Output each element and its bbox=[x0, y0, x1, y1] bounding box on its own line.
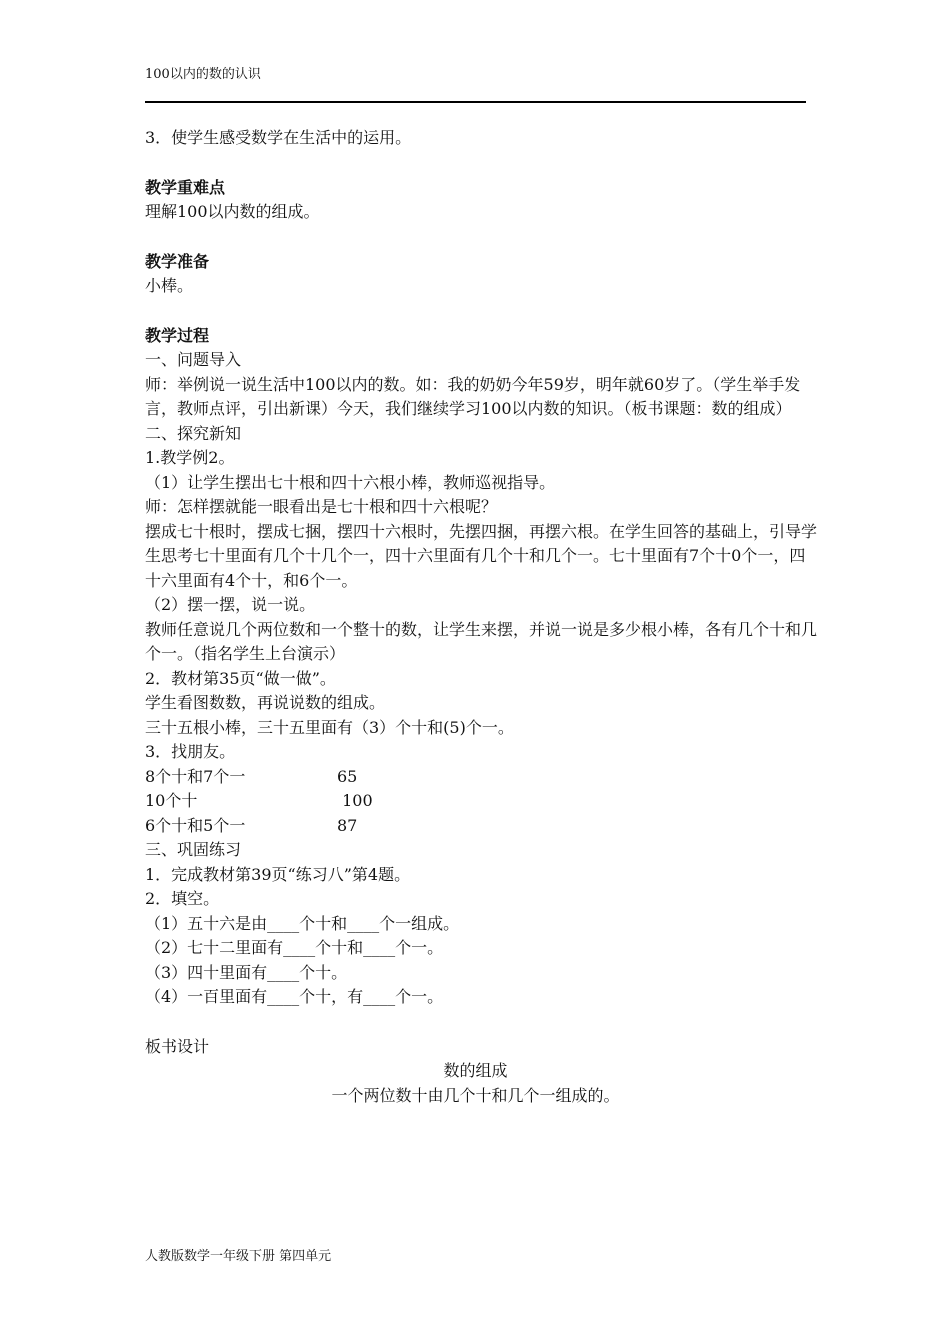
board-title: 数的组成 bbox=[443, 1061, 508, 1080]
spacer bbox=[145, 299, 820, 324]
process-line: 二、探究新知 bbox=[145, 423, 242, 443]
process-heading: 教学过程 bbox=[145, 325, 210, 345]
key-points-text: 理解100以内数的组成。 bbox=[145, 202, 320, 221]
process-line: 1.教学例2。 bbox=[145, 448, 235, 467]
matching-right: 65 bbox=[337, 766, 358, 786]
practice-line: 1．完成教材第39页“练习八”第4题。 bbox=[145, 864, 411, 884]
document-body bbox=[145, 126, 820, 1108]
process-line: 三十五根小棒，三十五里面有（3）个十和(5)个一。 bbox=[145, 717, 514, 737]
matching-right: 87 bbox=[337, 815, 358, 835]
page-footer: 人教版数学一年级下册 第四单元 bbox=[145, 1249, 332, 1264]
matching-right: 100 bbox=[337, 791, 373, 810]
header-divider bbox=[145, 101, 806, 103]
page-header: 100以内的数的认识 bbox=[145, 67, 261, 82]
spacer bbox=[145, 1010, 820, 1035]
board-design-heading: 板书设计 bbox=[145, 1036, 210, 1056]
matching-pair bbox=[145, 814, 820, 839]
practice-line: （4）一百里面有____个十，有____个一。 bbox=[145, 987, 444, 1006]
spacer bbox=[145, 151, 820, 176]
process-line: 教师任意说几个两位数和一个整十的数，让学生来摆，并说一说是多少根小棒，各有几个十和几个一。（指名学生上台演示） bbox=[145, 619, 818, 663]
preparation-text: 小棒。 bbox=[145, 276, 194, 295]
spacer bbox=[145, 225, 820, 250]
practice-line: 三、巩固练习 bbox=[145, 840, 242, 859]
goal-3: 3．使学生感受数学在生活中的运用。 bbox=[145, 128, 412, 147]
matching-pair bbox=[145, 765, 820, 790]
preparation-heading: 教学准备 bbox=[145, 251, 210, 271]
process-line: 学生看图数数，再说说数的组成。 bbox=[145, 693, 386, 712]
process-line: 一、问题导入 bbox=[145, 350, 242, 369]
matching-left: 10个十 bbox=[145, 791, 198, 810]
practice-line: （3）四十里面有____个十。 bbox=[145, 962, 348, 982]
key-points-heading: 教学重难点 bbox=[145, 177, 226, 197]
matching-pair bbox=[145, 789, 820, 814]
process-line: （1）让学生摆出七十根和四十六根小棒，教师巡视指导。 bbox=[145, 472, 556, 492]
process-line: 3．找朋友。 bbox=[145, 742, 236, 761]
process-line: （2）摆一摆，说一说。 bbox=[145, 595, 316, 614]
process-line: 摆成七十根时，摆成七捆，摆四十六根时，先摆四捆，再摆六根。在学生回答的基础上，引导学生思考七十里面有几个十几个一，四十六里面有几个十和几个一。七十里面有7个十0个一，四十六里面有4个十，和6个一。 bbox=[145, 521, 818, 590]
matching-left: 8个十和7个一 bbox=[145, 766, 246, 786]
practice-line: 2．填空。 bbox=[145, 889, 220, 908]
process-line: 师：怎样摆就能一眼看出是七十根和四十六根呢？ bbox=[145, 497, 498, 516]
practice-line: （1）五十六是由____个十和____个一组成。 bbox=[145, 913, 460, 933]
practice-line: （2）七十二里面有____个十和____个一。 bbox=[145, 938, 444, 957]
board-summary: 一个两位数十由几个十和几个一组成的。 bbox=[331, 1085, 620, 1105]
process-line: 2．教材第35页“做一做”。 bbox=[145, 668, 336, 688]
process-line: 师：举例说一说生活中100以内的数。如：我的奶奶今年59岁，明年就60岁了。（学生举手发言，教师点评，引出新课）今天，我们继续学习100以内数的知识。（板书课题：数的组成） bbox=[145, 374, 801, 418]
matching-left: 6个十和5个一 bbox=[145, 815, 246, 835]
